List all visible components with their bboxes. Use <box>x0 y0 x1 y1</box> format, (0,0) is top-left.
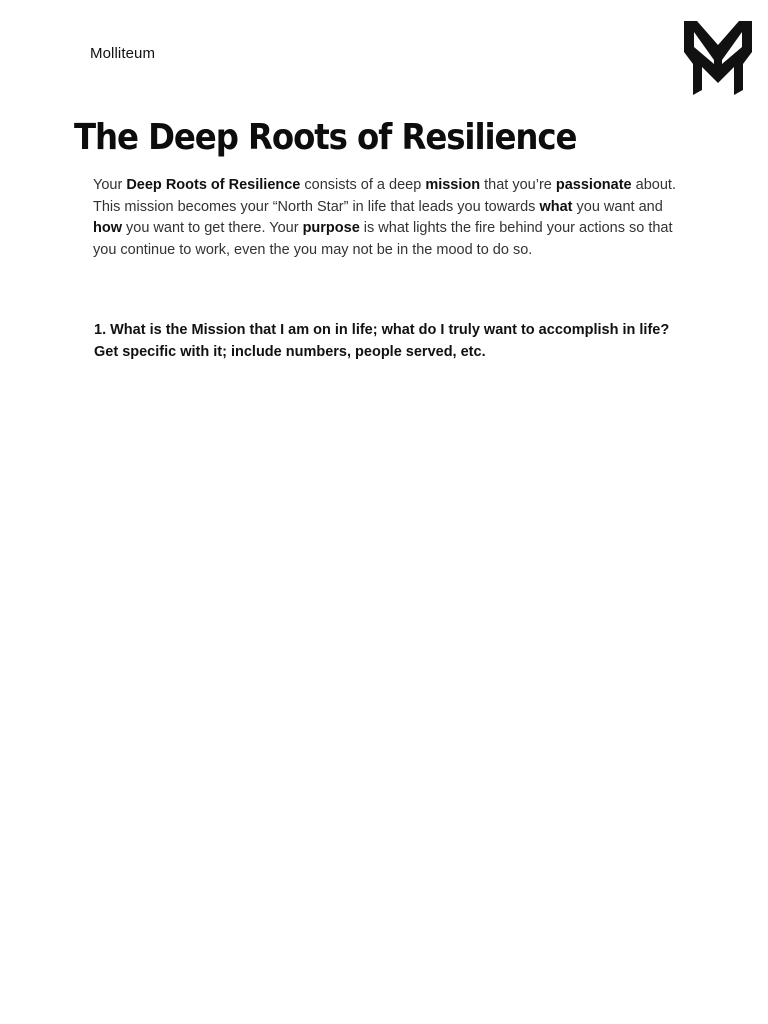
logo-shape <box>684 21 752 95</box>
intro-emphasis-passionate: passionate <box>555 177 632 193</box>
intro-emphasis-how: how <box>93 220 122 237</box>
intro-text: you want and <box>572 198 663 215</box>
intro-text: consists of a deep <box>300 177 426 193</box>
question-1: 1. What is the Mission that I am on in life; what do I truly want to accomplish in life? Get specific with it; include numbers, people served, etc. <box>94 322 670 360</box>
intro-text: about. This mission becomes your “North Star” in life that leads you towards <box>93 177 676 215</box>
intro-text: Your <box>93 177 127 193</box>
page-title: The Deep Roots of Resilience <box>74 117 577 158</box>
molliteum-y-logo-icon <box>684 20 752 97</box>
brand-name: Molliteum <box>90 45 156 62</box>
intro-text: that you’re <box>480 177 556 193</box>
intro-paragraph <box>93 175 683 262</box>
intro-emphasis-purpose: purpose <box>302 220 360 237</box>
intro-emphasis-mission: mission <box>425 177 481 193</box>
intro-emphasis-what: what <box>539 198 573 215</box>
intro-text: you want to get there. Your <box>122 220 303 237</box>
question-1-answer-area[interactable] <box>94 372 679 972</box>
intro-emphasis-deep-roots: Deep Roots of Resilience <box>126 177 301 193</box>
intro-text: is what lights the fire behind your actions so that you continue to work, even the you may not be in the mood to do so. <box>93 220 673 259</box>
